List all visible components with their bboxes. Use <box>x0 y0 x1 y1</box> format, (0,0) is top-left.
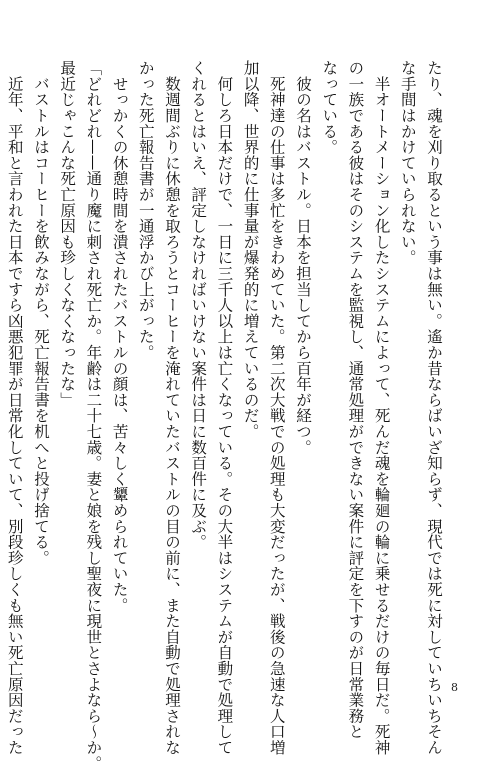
text-line: 半オートメーション化したシステムによって、死んだ魂を輪廻の輪に乗せるだけの毎日だ。死神 <box>372 60 391 756</box>
text-line: 死神達の仕事は多忙をきわめていた。第二次大戦での処理も大変だったが、戦後の急速な人口増 <box>267 60 286 756</box>
vertical-text-body <box>5 60 447 771</box>
page-number: 8 <box>451 681 458 694</box>
text-line <box>0 60 2 672</box>
text-line: せっかくの休憩時間を潰されたバストルの顔は、苦々しく顰められていた。 <box>110 60 129 613</box>
text-line: 加以降、世界的に仕事量が爆発的に増えているのだ。 <box>241 60 260 440</box>
text-line: の一族である彼はそのシステムを監視し、通常処理ができない案件に評定を下すのが日常業務と <box>346 60 365 740</box>
text-line: かった死亡報告書が一通浮かび上がった。 <box>136 60 155 361</box>
text-line: バストルはコーヒーを飲みながら、死亡報告書を机へと投げ捨てる。 <box>31 60 50 566</box>
text-line: 数週間ぶりに休憩を取ろうとコーヒーを淹れていたバストルの目の前に、また自動で処理されな <box>162 60 181 756</box>
text-line: 近年、平和と言われた日本ですら凶悪犯罪が日常化していて、別段珍しくも無い死亡原因だった <box>5 60 24 756</box>
text-line: 「どれどれ——通り魔に刺され死亡か。年齢は二十七歳。妻と娘を残し聖夜に現世とさよなら〜か。 <box>84 60 103 771</box>
text-line: くれるとはいえ、評定しなければいけない案件は日に数百件に及ぶ。 <box>189 60 208 550</box>
text-line: 何しろ日本だけで、一日に三千人以上は亡くなっている。その大半はシステムが自動で処理して <box>215 60 234 756</box>
text-line: な手間はかけていられない。 <box>398 60 417 266</box>
text-line: たり、魂を刈り取るという事は無い。遙か昔ならばいざ知らず、現代では死に対していちいちそん <box>425 60 443 756</box>
text-line: なっている。 <box>320 60 339 155</box>
text-line: 最近じゃこんな死亡原因も珍しくなくなったな」 <box>58 60 77 408</box>
text-line: 彼の名はバストル。日本を担当してから百年が経つ。 <box>293 60 312 455</box>
